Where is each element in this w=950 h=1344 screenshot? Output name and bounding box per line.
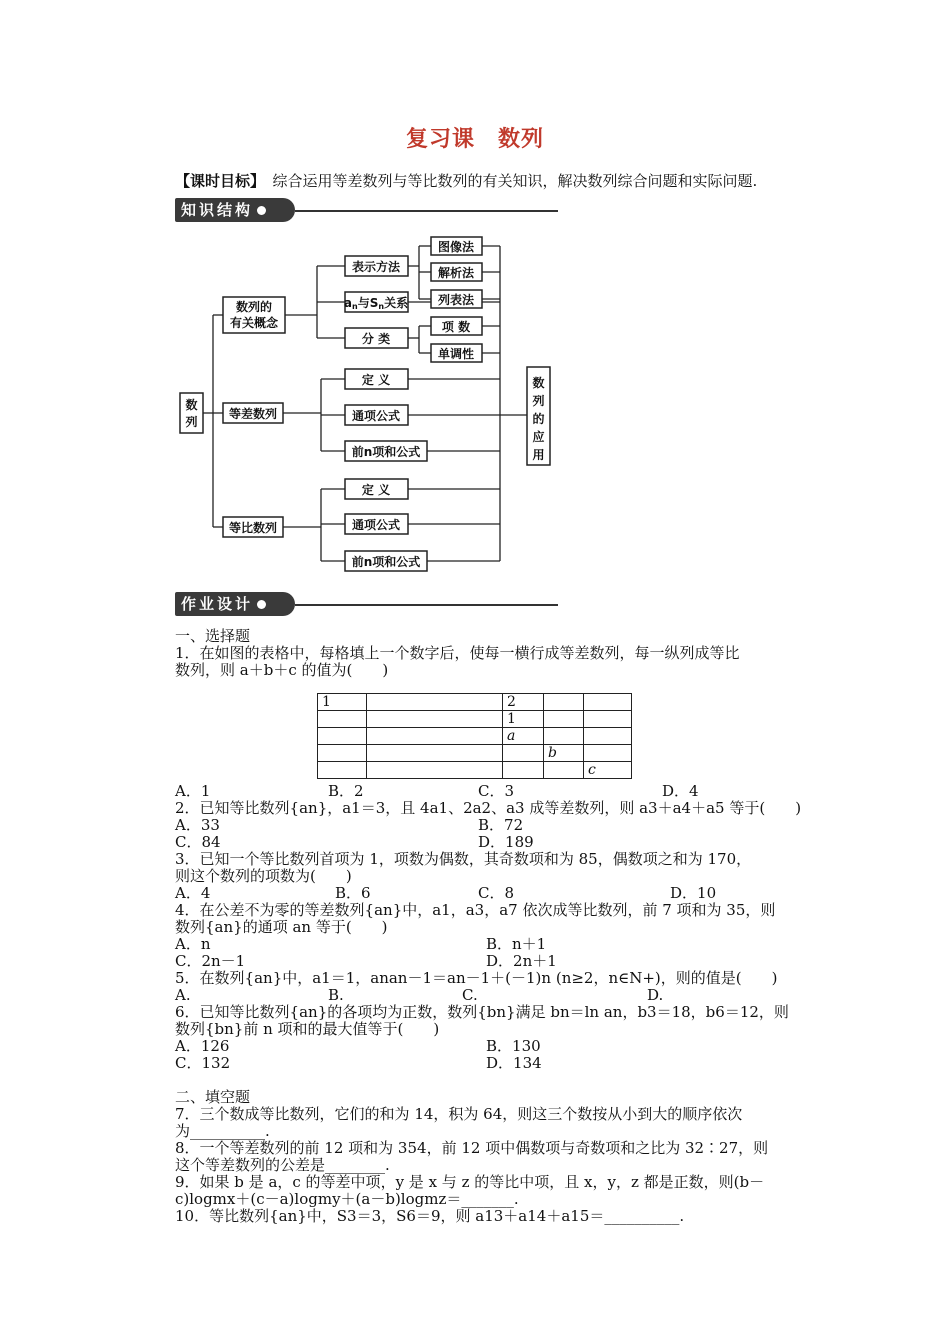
node-concept-label-2: 有关概念 (229, 316, 279, 330)
grid-cell (544, 711, 584, 728)
grid-cell: a (503, 728, 544, 745)
q4-line-2: 数列{an}的通项 an 等于( ) (175, 918, 388, 936)
knowledge-structure-diagram (175, 235, 565, 575)
grid-cell (584, 711, 632, 728)
table-row (318, 728, 632, 745)
q8-line-1: 8．一个等差数列的前 12 项和为 354，前 12 项中偶数项与奇数项和之比为 32∶27，则 (175, 1139, 769, 1157)
node-apply-label-2: 列 (532, 394, 545, 408)
q9-line-2: c)logmx＋(c－a)logmy＋(a－b)logmz＝_______. (175, 1190, 519, 1208)
node-geo-label: 等比数列 (228, 521, 278, 535)
node-an-sn-label: an与Sn关系 (343, 296, 409, 311)
q1-line-1: 1．在如图的表格中，每格填上一个数字后，使每一横行成等差数列，每一纵列成等比 (175, 644, 740, 662)
node-rep-label: 表示方法 (351, 260, 401, 274)
q1-option-d: D．4 (662, 782, 699, 800)
node-root-label-1: 数 (185, 398, 198, 412)
q1-option-c: C．3 (478, 782, 515, 800)
q5-line-1: 5．在数列{an}中，a1＝1，anan－1＝an－1＋(－1)n (n≥2，n∈N+)，则的值是( ) (175, 969, 778, 987)
node-graph-label: 图像法 (437, 240, 475, 254)
part-heading-fill: 二、填空题 (175, 1088, 251, 1106)
q3-line-2: 则这个数列的项数为( ) (175, 867, 352, 885)
q6-line-2: 数列{bn}前 n 项和的最大值等于( ) (175, 1020, 440, 1038)
q7-line-1: 7．三个数成等比数列，它们的和为 14，积为 64，则这三个数按从小到大的顺序依次 (175, 1105, 743, 1123)
node-concept-label-1: 数列的 (235, 300, 273, 314)
section-divider (295, 604, 558, 606)
bullet-dot-icon (257, 206, 266, 215)
node-arith-sum-label: 前n项和公式 (351, 445, 421, 459)
section-header-knowledge (175, 198, 295, 222)
q6-option-d: D．134 (486, 1054, 542, 1072)
q8-line-2: 这个等差数列的公差是________. (175, 1156, 390, 1174)
node-geo-def-label: 定 义 (361, 483, 391, 497)
q2-option-c: C．84 (175, 833, 221, 851)
grid-cell (584, 728, 632, 745)
grid-cell (503, 762, 544, 779)
q2-line-1: 2．已知等比数列{an}，a1＝3，且 4a1、2a2、a3 成等差数列，则 a3＋a4＋a5 等于( ) (175, 799, 802, 817)
q7-line-2: 为__________. (175, 1122, 270, 1140)
grid-cell (584, 745, 632, 762)
lesson-goal (175, 170, 757, 191)
grid-cell (367, 762, 503, 779)
q6-option-b: B．130 (486, 1037, 541, 1055)
section-header-homework-label: 作业设计 (181, 595, 254, 613)
grid-cell (503, 745, 544, 762)
q10-line-1: 10．等比数列{an}中，S3＝3，S6＝9，则 a13＋a14＋a15＝__________. (175, 1207, 685, 1225)
q9-line-1: 9．如果 b 是 a，c 的等差中项，y 是 x 与 z 的等比中项，且 x，y，z 都是正数，则(b－ (175, 1173, 765, 1191)
q4-option-a: A．n (175, 935, 211, 953)
q4-option-b: B．n＋1 (486, 935, 547, 953)
node-apply-label-3: 的 (532, 412, 545, 426)
node-mono-label: 单调性 (437, 347, 475, 361)
grid-cell (318, 745, 367, 762)
node-apply-label-5: 用 (532, 448, 545, 462)
q1-option-a: A．1 (175, 782, 211, 800)
q1-grid-table (317, 693, 632, 779)
node-root-label-2: 列 (185, 415, 198, 429)
bullet-dot-icon (257, 600, 266, 609)
table-row (318, 711, 632, 728)
grid-cell (367, 694, 503, 711)
table-row (318, 745, 632, 762)
node-arith-label: 等差数列 (228, 407, 278, 421)
grid-cell: 1 (318, 694, 367, 711)
q4-line-1: 4．在公差不为零的等差数列{an}中，a1，a3，a7 依次成等比数列，前 7 项和为 35，则 (175, 901, 776, 919)
node-apply-label-1: 数 (532, 376, 545, 390)
grid-cell (318, 711, 367, 728)
q5-option-a: A. (175, 986, 191, 1004)
grid-cell: 1 (503, 711, 544, 728)
q3-option-b: B．6 (335, 884, 371, 902)
section-header-knowledge-label: 知识结构 (181, 201, 254, 219)
lesson-goal-label: 【课时目标】 (175, 172, 258, 190)
q4-option-c: C．2n－1 (175, 952, 246, 970)
table-row (318, 762, 632, 779)
part-heading-choice: 一、选择题 (175, 627, 251, 645)
table-row (318, 694, 632, 711)
q6-option-c: C．132 (175, 1054, 231, 1072)
node-terms-label: 项 数 (441, 320, 471, 334)
grid-cell (367, 711, 503, 728)
grid-cell: c (584, 762, 632, 779)
section-divider (295, 210, 558, 212)
q3-option-c: C．8 (478, 884, 515, 902)
grid-cell (584, 694, 632, 711)
grid-cell (318, 728, 367, 745)
grid-cell (544, 728, 584, 745)
q2-option-a: A．33 (175, 816, 220, 834)
q1-option-b: B．2 (328, 782, 364, 800)
q6-option-a: A．126 (175, 1037, 230, 1055)
grid-cell: 2 (503, 694, 544, 711)
node-arith-general-label: 通项公式 (351, 409, 401, 423)
section-header-homework (175, 592, 295, 616)
node-formula-label: 解析法 (437, 266, 475, 280)
q2-option-d: D．189 (478, 833, 534, 851)
grid-cell (367, 728, 503, 745)
q5-option-d: D. (647, 986, 664, 1004)
grid-cell (544, 762, 584, 779)
q1-line-2: 数列，则 a＋b＋c 的值为( ) (175, 661, 389, 679)
node-apply-label-4: 应 (532, 430, 545, 444)
q3-option-d: D．10 (670, 884, 717, 902)
node-table-label: 列表法 (437, 293, 475, 307)
q6-line-1: 6．已知等比数列{an}的各项均为正数，数列{bn}满足 bn＝ln an，b3＝18，b6＝12，则 (175, 1003, 789, 1021)
page-title: 复习课 数列 (405, 127, 544, 152)
grid-cell (318, 762, 367, 779)
q5-option-c: C. (462, 986, 478, 1004)
node-classify-label: 分 类 (361, 332, 391, 346)
node-geo-sum-label: 前n项和公式 (351, 555, 421, 569)
q3-line-1: 3．已知一个等比数列首项为 1，项数为偶数，其奇数项和为 85，偶数项之和为 170， (175, 850, 752, 868)
node-arith-def-label: 定 义 (361, 373, 391, 387)
q2-option-b: B．72 (478, 816, 524, 834)
grid-cell: b (544, 745, 584, 762)
lesson-goal-text: 综合运用等差数列与等比数列的有关知识，解决数列综合问题和实际问题. (257, 172, 758, 190)
q3-option-a: A．4 (175, 884, 211, 902)
node-geo-general-label: 通项公式 (351, 518, 401, 532)
q5-option-b: B. (328, 986, 344, 1004)
grid-cell (367, 745, 503, 762)
q4-option-d: D．2n＋1 (486, 952, 557, 970)
grid-cell (544, 694, 584, 711)
